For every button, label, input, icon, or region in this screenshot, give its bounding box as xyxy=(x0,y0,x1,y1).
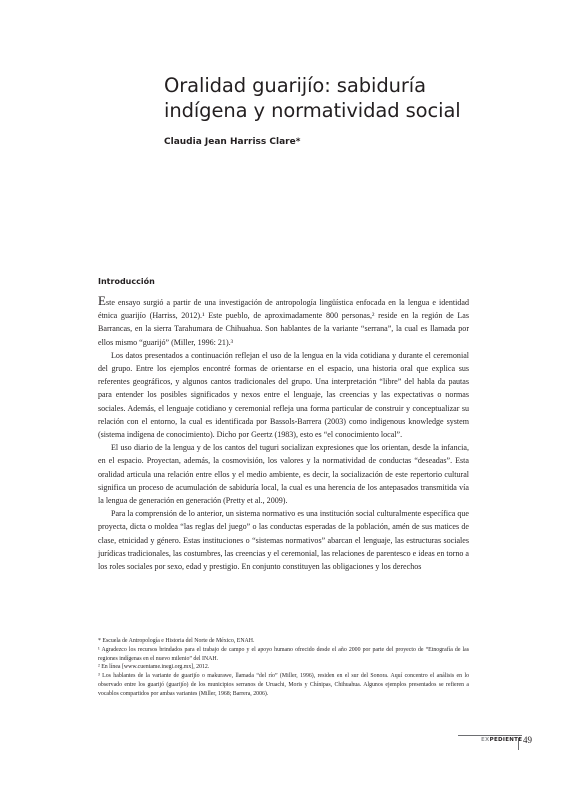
article-title: Oralidad guarijío: sabiduría indígena y normatividad social xyxy=(164,74,461,122)
footnotes xyxy=(98,637,469,699)
paragraph: Para la comprensión de lo anterior, un sistema normativo es una institución social culturalmente específica que proyecta, dicta o moldea “las reglas del juego” o las conductas esperadas de la población, amén de sus matices de clase, etnicidad y género. Estas instituciones o “sistemas normativos” abarcan el lenguaje, las estructuras sociales jurídicas tradicionales, las costumbres, las creencias y el ceremonial, las relaciones de parentesco e ideas en torno a los roles sociales por sexo, edad y prestigio. En conjunto constituyen las obligaciones y los derechos xyxy=(98,509,469,572)
paragraph: El uso diario de la lengua y de los cantos del tuguri socializan expresiones que los orientan, desde la infancia, en el espacio. Proyectan, además, la cosmovisión, los valores y la normatividad de conductas “deseadas”. Esta oralidad articula una relación entre ellos y el medio ambiente, es decir, la socialización de este repertorio cultural significa un proceso de acumulación de sabiduría local, la cual es una herencia de los antepasados transmitida vía la lengua de generación en generación (Pretty et al., 2009). xyxy=(98,443,469,506)
footnote: ³ Los hablantes de la variante de guarijío o makurawe, llamada “del río” (Miller, 1996), residen en el sur del Sonora. Aquí concentro el análisis en lo observado entre los guarijó (guarijío) de los municipios serranos de Uruachi, Moris y Chínipas, Chihuahua. Algunos ejemplos presentados se refieren a vocablos compartidos por ambas variantes (Miller, 1968; Barrera, 2006). xyxy=(98,673,469,697)
page-number: 49 xyxy=(523,735,532,745)
footer-rule xyxy=(458,735,522,736)
footnote: ² En línea [www.cuentame.inegi.org.mx], 2012. xyxy=(98,664,210,671)
article-author: Claudia Jean Harriss Clare* xyxy=(164,137,301,147)
footnote: ¹ Agradezco los recursos brindados para el trabajo de campo y el apoyo humano ofrecido desde el año 2000 por parte del proyecto de “Etnografía de las regiones indígenas en el nuevo milenio” del INAH. xyxy=(98,646,469,662)
journal-label xyxy=(481,737,522,743)
paragraph-text: ste ensayo surgió a partir de una investigación de antropología lingüística enfocada en la lengua e identidad étnica guarijío (Harriss, 2012).¹ Este pueblo, de aproximadamente 800 personas,² reside en la región de Las Barrancas, en la sierra Tarahumara de Chihuahua. Son hablantes de la variante “serrana”, la cual es llamada por ellos mismo “guarijó” (Miller, 1996: 21).³ xyxy=(98,298,469,347)
journal-label-rest: PEDIENTE xyxy=(489,737,523,743)
section-heading: Introducción xyxy=(98,277,155,286)
footnote: * Escuela de Antropología e Historia del Norte de México, ENAH. xyxy=(98,638,255,644)
body-text xyxy=(98,293,469,573)
paragraph: Los datos presentados a continuación reflejan el uso de la lengua en la vida cotidiana y durante el ceremonial del grupo. Entre los ejemplos encontré formas de orientarse en el espacio, una historia oral que explica sus referentes geográficos, y algunos cantos tradicionales del grupo. Una interpretación “libre” del habla da pautas para entender los posibles significados y nexos entre el lenguaje, las creencias y las expectativas o normas sociales. Además, el lenguaje cotidiano y ceremonial refleja una forma particular de construir y conceptualizar su relación con el entorno, la cual es identificada por Bassols-Barrera (2003) como indigenous knowledge system (sistema indígena de conocimiento). Dicho por Geertz (1983), esto es “el conocimiento local”. xyxy=(98,350,469,440)
paragraph xyxy=(98,293,469,349)
drop-cap: E xyxy=(98,293,106,308)
journal-label-prefix: EX xyxy=(481,737,490,743)
